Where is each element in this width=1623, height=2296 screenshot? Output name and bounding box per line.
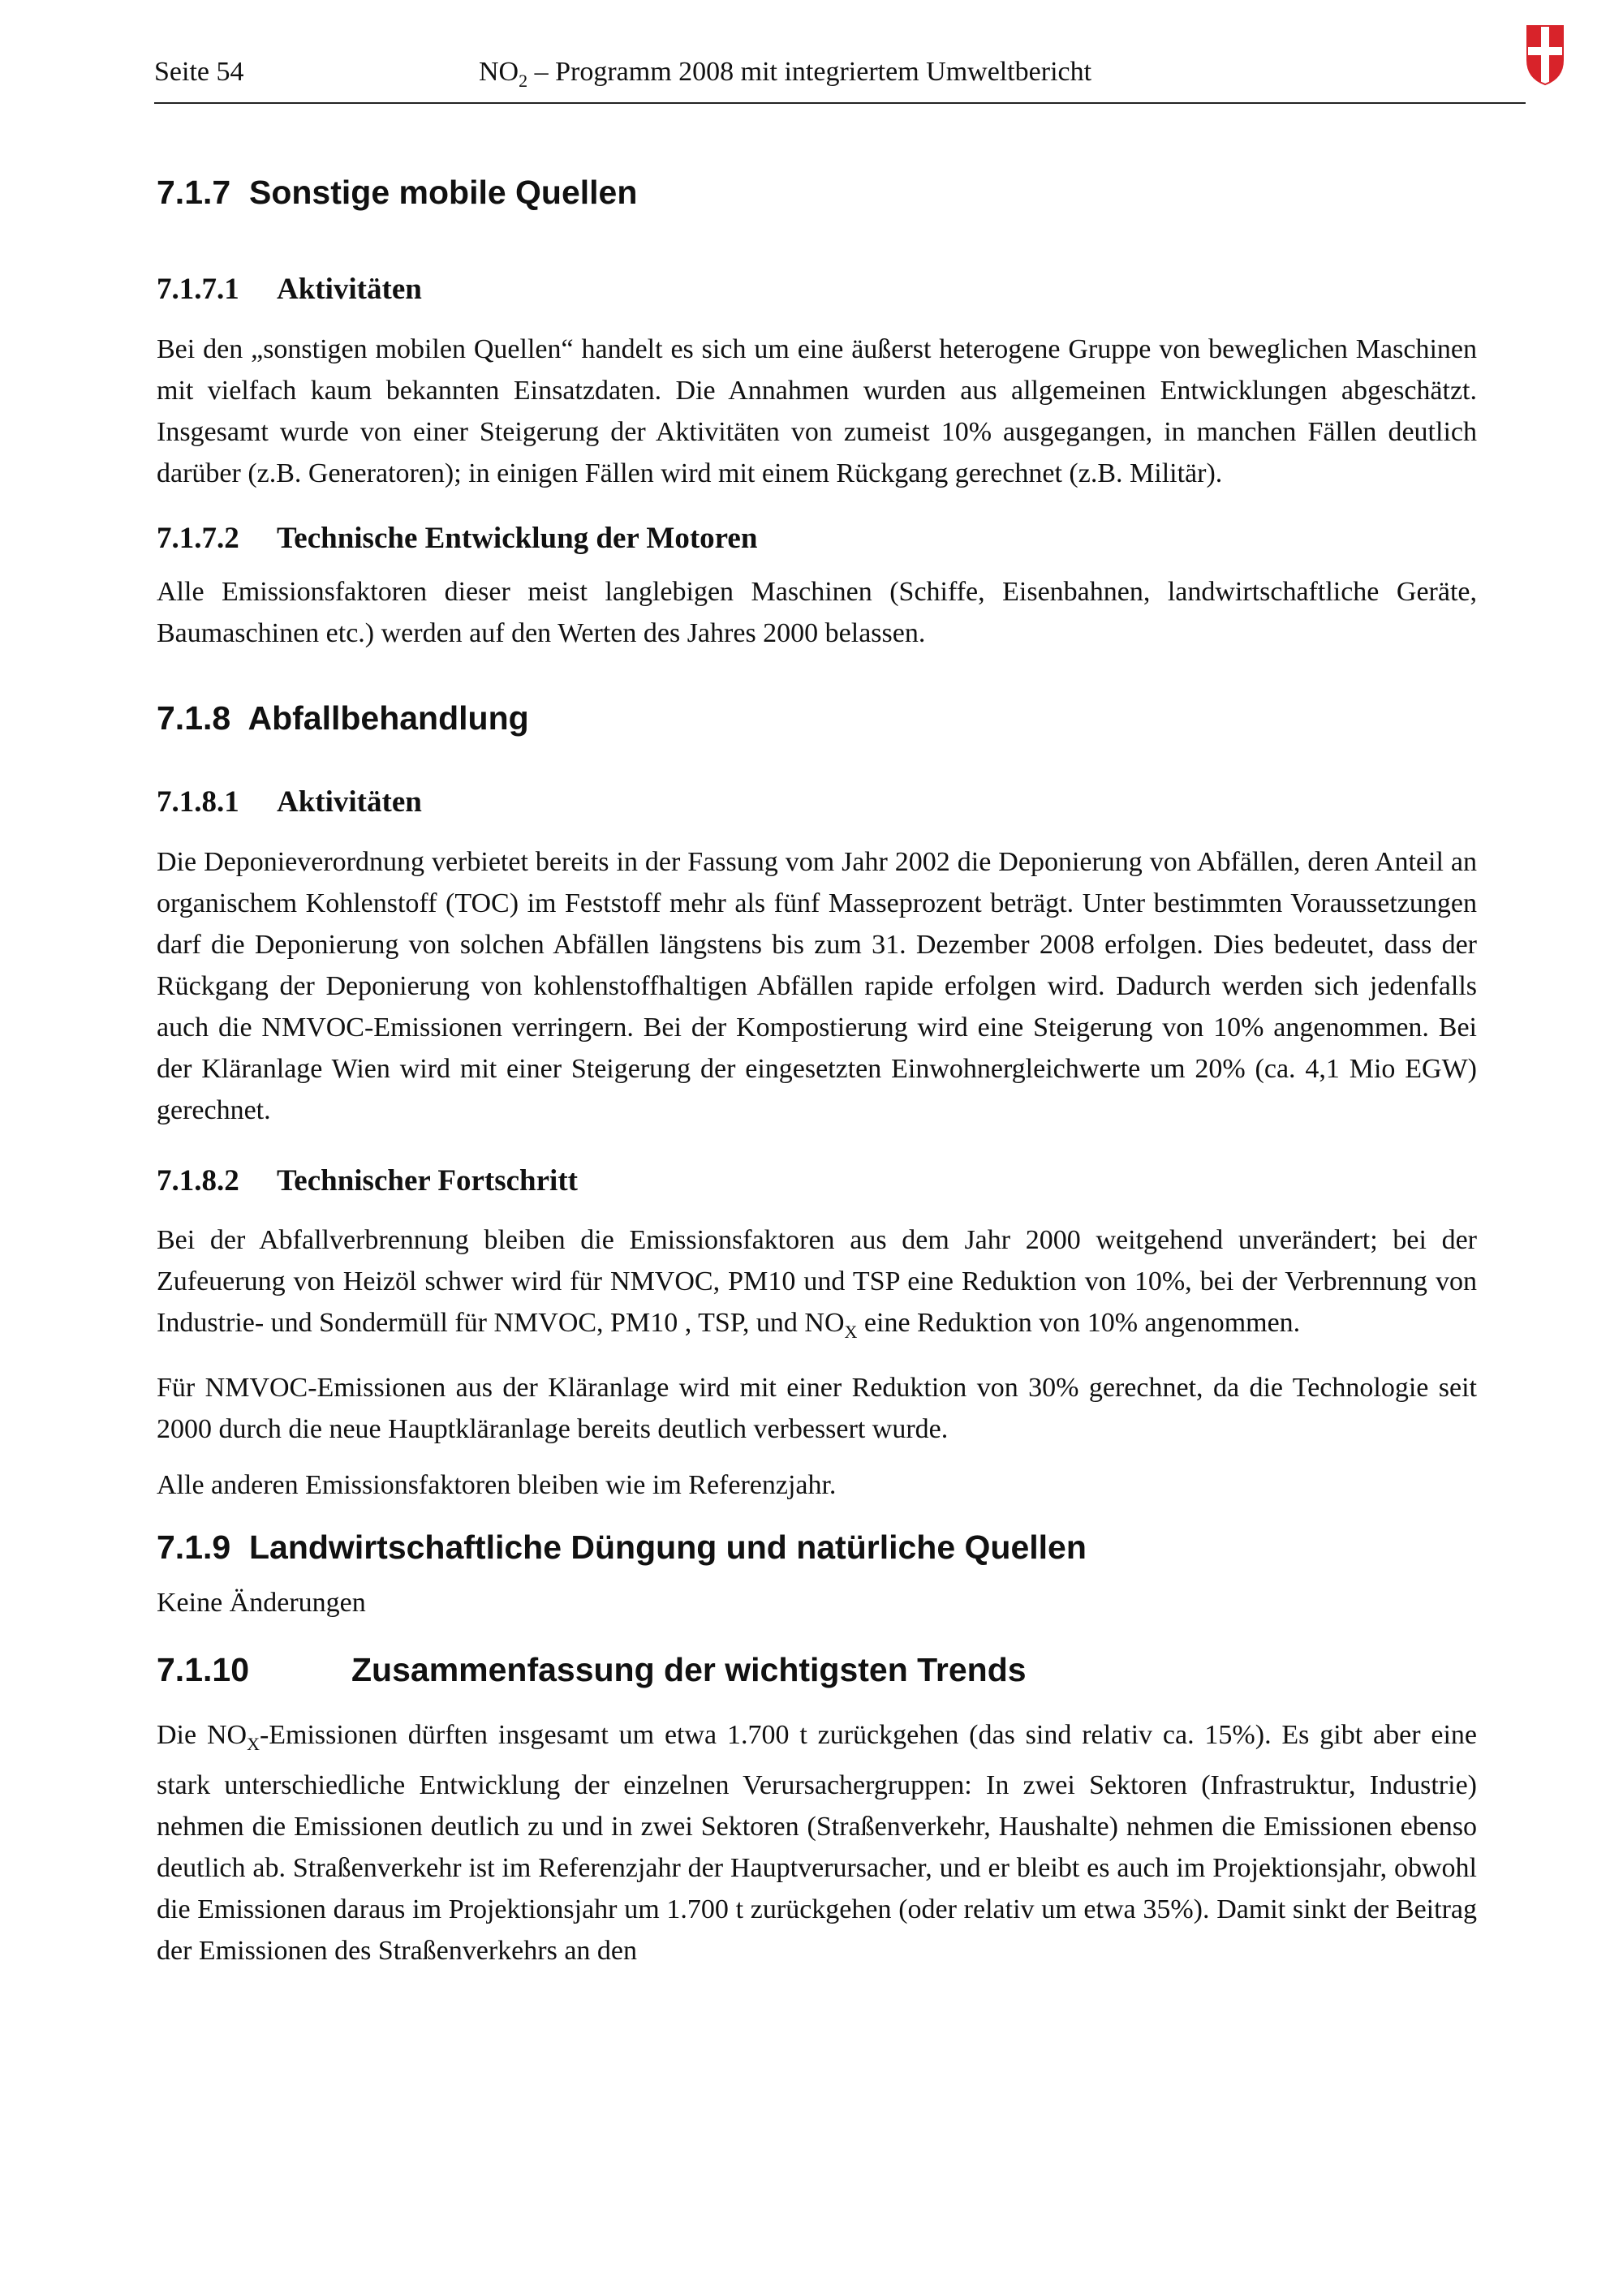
section-heading-7-1-10: 7.1.10 Zusammenfassung der wichtigsten Trends	[157, 1650, 1027, 1688]
document-title: $NO_2$ – Programm 2008 mit integriertem Umweltbericht	[479, 57, 1092, 91]
paragraph-7-1-7-2: Alle Emissionsfaktoren dieser meist langlebigen Maschinen (Schiffe, Eisenbahnen, landwirtschaftliche Geräte, Baumaschinen etc.) werden auf den Werten des Jahres 2000 belassen.	[157, 576, 1477, 648]
paragraph-7-1-8-2-b: Für NMVOC-Emissionen aus der Kläranlage wird mit einer Reduktion von 30% gerechnet, da die Technologie seit 2000 durch die neue Hauptkläranlage bereits deutlich verbessert wurde.	[157, 1372, 1477, 1444]
paragraph-7-1-8-1: Die Deponieverordnung verbietet bereits in der Fassung vom Jahr 2002 die Deponierung von Abfällen, deren Anteil an organischem Kohlenstoff (TOC) im Feststoff mehr als fünf Masseprozent beträgt. Unter bestimmten Voraussetzungen darf die Deponierung von solchen Abfällen längstens bis zum 31. Dezember 2008 erfolgen. Dies bedeutet, dass der Rückgang der Deponierung von kohlenstoffhaltigen Abfällen rapide erfolgen wird. Dadurch werden sich jedenfalls auch die NMVOC-Emissionen verringern. Bei der Kompostierung wird eine Steigerung von 10% angenommen. Bei der Kläranlage Wien wird mit einer Steigerung der eingesetzten Einwohnergleichwerte um 20% (ca. 4,1 Mio EGW) gerechnet.	[157, 846, 1477, 1125]
subsection-heading-7-1-8-2: 7.1.8.2 Technischer Fortschritt	[157, 1163, 578, 1197]
page-header	[154, 57, 1526, 104]
paragraph-7-1-10: Die $NO_X$-Emissionen dürften insgesamt um etwa 1.700 t zurückgehen (das sind relativ ca. 15%). Es gibt aber eine stark unterschiedliche Entwicklung der einzelnen Verursachergruppen: In zwei Sektoren (Infrastruktur, Industrie) nehmen die Emissionen deutlich zu und in zwei Sektoren (Straßenverkehr, Haushalte) nehmen die Emissionen ebenso deutlich ab. Straßenverkehr ist im Referenzjahr der Hauptverursacher, und er bleibt es auch im Projektionsjahr, obwohl die Emissionen daraus im Projektionsjahr um 1.700 t zurückgehen (oder relativ um etwa 35%). Damit sinkt der Beitrag der Emissionen des Straßenverkehrs an den	[157, 1720, 1477, 1966]
subsection-heading-7-1-8-1: 7.1.8.1 Aktivitäten	[157, 785, 422, 819]
section-heading-7-1-7: 7.1.7 Sonstige mobile Quellen	[157, 174, 638, 211]
section-heading-7-1-8: 7.1.8 Abfallbehandlung	[157, 699, 529, 737]
paragraph-7-1-8-2-c: Alle anderen Emissionsfaktoren bleiben wie im Referenzjahr.	[157, 1469, 837, 1500]
section-heading-7-1-9: 7.1.9 Landwirtschaftliche Düngung und natürliche Quellen	[157, 1528, 1087, 1566]
paragraph-7-1-9: Keine Änderungen	[157, 1587, 366, 1618]
vienna-coat-of-arms-icon	[1526, 24, 1565, 86]
paragraph-7-1-8-2-a: Bei der Abfallverbrennung bleiben die Emissionsfaktoren aus dem Jahr 2000 weitgehend unverändert; bei der Zufeuerung von Heizöl schwer wird für NMVOC, PM10 und TSP eine Reduktion von 10%, bei der Verbrennung von Industrie- und Sondermüll für NMVOC, PM10 , TSP, und $NO_X$ eine Reduktion von 10% angenommen.	[157, 1224, 1477, 1342]
page-number: Seite 54	[154, 57, 244, 87]
subsection-heading-7-1-7-1: 7.1.7.1 Aktivitäten	[157, 273, 422, 307]
subsection-heading-7-1-7-2: 7.1.7.2 Technische Entwicklung der Motoren	[157, 521, 758, 555]
page-content	[157, 162, 1477, 1971]
paragraph-7-1-7-1: Bei den „sonstigen mobilen Quellen“ handelt es sich um eine äußerst heterogene Gruppe von beweglichen Maschinen mit vielfach kaum bekannten Einsatzdaten. Die Annahmen wurden aus allgemeinen Entwicklungen abgeschätzt. Insgesamt wurde von einer Steigerung der Aktivitäten von zumeist 10% ausgegangen, in manchen Fällen deutlich darüber (z.B. Generatoren); in einigen Fällen wird mit einem Rückgang gerechnet (z.B. Militär).	[157, 333, 1477, 488]
